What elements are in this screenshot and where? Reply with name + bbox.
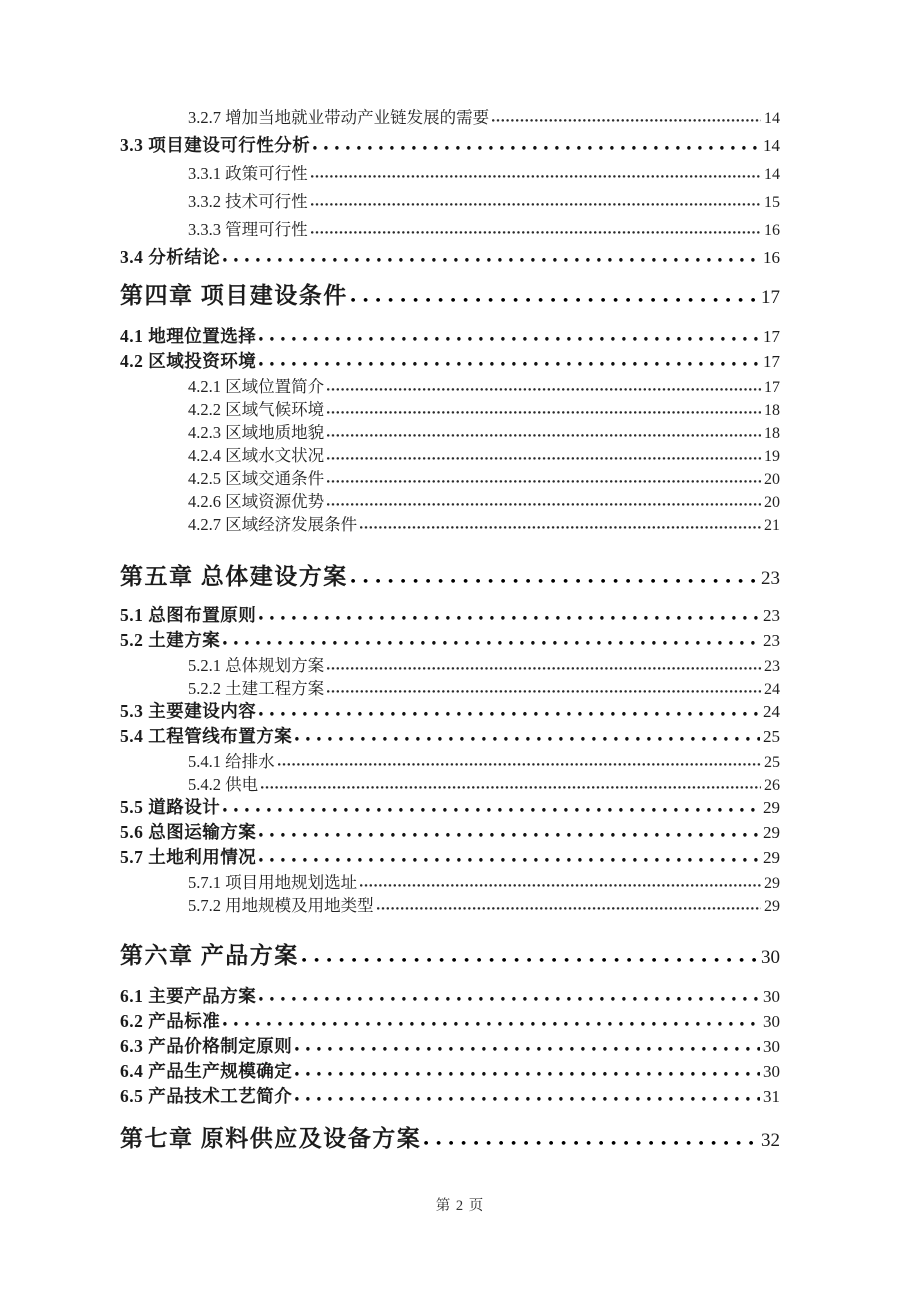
chapter-heading [120,558,780,594]
toc-leader-dots [295,1096,760,1101]
toc-leader-dots [261,785,761,789]
toc-entry-label: 5.3 主要建设内容 [120,701,257,721]
toc-entry-page-number: 20 [764,471,780,488]
toc-entry [120,244,780,272]
toc-entry [120,396,780,419]
toc-leader-dots [259,996,760,1001]
toc-entry-label: 4.2.7 区域经济发展条件 [188,515,358,534]
toc-entry-page-number: 29 [764,898,780,915]
toc-entry-label: 6.1 主要产品方案 [120,986,257,1006]
toc-leader-dots [295,1071,760,1076]
toc-entry-page-number: 18 [764,425,780,442]
toc-entry-page-number: 24 [763,702,780,721]
toc-leader-dots [351,578,758,583]
chapter-heading-label: 第六章 产品方案 [120,943,299,968]
toc-leader-dots [327,456,761,460]
toc-leader-dots [360,883,761,887]
toc-leader-dots [327,689,761,693]
toc-entry-page-number: 17 [763,352,780,371]
toc-entry-label: 4.2.3 区域地质地貌 [188,423,325,442]
toc-entry-page-number: 23 [764,658,780,675]
toc-entry-label: 6.3 产品价格制定原则 [120,1036,293,1056]
toc-leader-dots [327,502,761,506]
chapter-heading-page-number: 30 [761,947,780,968]
toc-entry-label: 5.2.1 总体规划方案 [188,656,325,675]
toc-section [120,104,780,272]
toc-entry-page-number: 19 [764,448,780,465]
toc-entry [120,442,780,465]
toc-entry-page-number: 14 [764,166,780,183]
toc-entry-label: 5.4.2 供电 [188,775,259,794]
toc-entry [120,748,780,771]
toc-entry-page-number: 29 [763,798,780,817]
toc-entry [120,698,780,723]
toc-entry [120,1083,780,1108]
toc-entry-label: 5.4 工程管线布置方案 [120,726,293,746]
toc-entry [120,1008,780,1033]
toc-leader-dots [311,202,761,206]
chapter-heading [120,1120,780,1156]
toc-entry-page-number: 29 [763,823,780,842]
toc-leader-dots [327,410,761,414]
toc-entry-label: 3.3.1 政策可行性 [188,164,308,183]
toc-entry [120,160,780,188]
toc-entry-label: 5.7.1 项目用地规划选址 [188,873,358,892]
toc-entry-page-number: 17 [764,379,780,396]
toc-leader-dots [278,762,761,766]
toc-entry-page-number: 30 [763,1012,780,1031]
toc-entry-label: 5.1 总图布置原则 [120,605,257,625]
toc-entry-label: 5.2 土建方案 [120,630,221,650]
toc-entry-page-number: 18 [764,402,780,419]
toc-leader-dots [327,666,761,670]
toc-entry [120,323,780,348]
toc-leader-dots [223,807,760,812]
toc-leader-dots [492,118,761,122]
toc [120,104,780,1156]
toc-entry [120,844,780,869]
toc-entry-page-number: 29 [763,848,780,867]
toc-section [120,937,780,1108]
toc-entry-label: 4.2.5 区域交通条件 [188,469,325,488]
toc-entry-label: 3.2.7 增加当地就业带动产业链发展的需要 [188,108,490,127]
toc-entry [120,869,780,892]
toc-entry [120,602,780,627]
toc-entry [120,627,780,652]
toc-leader-dots [223,640,760,645]
toc-entry [120,1058,780,1083]
toc-leader-dots [327,433,761,437]
toc-leader-dots [360,525,761,529]
toc-entry [120,132,780,160]
toc-entry-page-number: 25 [763,727,780,746]
toc-entry-label: 4.2.4 区域水文状况 [188,446,325,465]
toc-entry [120,188,780,216]
toc-entry [120,723,780,748]
toc-entry-page-number: 30 [763,1037,780,1056]
toc-entry-label: 3.3.3 管理可行性 [188,220,308,239]
toc-entry [120,511,780,534]
chapter-heading-label: 第四章 项目建设条件 [120,283,348,308]
toc-entry-label: 5.7 土地利用情况 [120,847,257,867]
chapter-heading-page-number: 17 [761,287,780,308]
toc-entry-label: 5.4.1 给排水 [188,752,275,771]
footer-page-label: 第 2 页 [435,1198,485,1214]
toc-leader-dots [259,361,760,366]
toc-entry-page-number: 17 [763,327,780,346]
toc-entry-page-number: 23 [763,606,780,625]
toc-entry-page-number: 23 [763,631,780,650]
toc-entry [120,892,780,915]
toc-entry-label: 5.7.2 用地规模及用地类型 [188,896,374,915]
toc-entry [120,419,780,442]
toc-section [120,277,780,534]
chapter-heading [120,937,780,973]
toc-entry-page-number: 26 [764,777,780,794]
chapter-heading-label: 第七章 原料供应及设备方案 [120,1126,422,1151]
toc-entry-page-number: 21 [764,517,780,534]
toc-leader-dots [223,1021,760,1026]
toc-leader-dots [259,711,760,716]
toc-leader-dots [259,615,760,620]
toc-entry-page-number: 31 [763,1087,780,1106]
toc-entry-page-number: 14 [764,110,780,127]
toc-entry [120,348,780,373]
toc-leader-dots [311,174,761,178]
toc-leader-dots [259,857,760,862]
toc-entry [120,794,780,819]
toc-entry [120,983,780,1008]
toc-leader-dots [295,1046,760,1051]
toc-entry-page-number: 15 [764,194,780,211]
toc-entry-page-number: 24 [764,681,780,698]
toc-entry [120,1033,780,1058]
toc-section [120,558,780,915]
toc-entry [120,216,780,244]
toc-leader-dots [327,387,761,391]
toc-leader-dots [302,957,758,962]
toc-entry [120,771,780,794]
toc-section [120,1120,780,1156]
toc-entry [120,675,780,698]
toc-entry-label: 6.2 产品标准 [120,1011,221,1031]
toc-leader-dots [424,1140,758,1145]
toc-entry-label: 6.4 产品生产规模确定 [120,1061,293,1081]
toc-entry [120,373,780,396]
toc-leader-dots [295,736,760,741]
toc-leader-dots [259,832,760,837]
toc-entry-label: 4.2.6 区域资源优势 [188,492,325,511]
toc-entry-label: 5.5 道路设计 [120,797,221,817]
toc-leader-dots [377,906,761,910]
toc-entry-page-number: 14 [763,136,780,155]
toc-entry-page-number: 25 [764,754,780,771]
toc-entry-page-number: 16 [763,248,780,267]
toc-entry-page-number: 30 [763,1062,780,1081]
chapter-heading-page-number: 32 [761,1130,780,1151]
toc-entry-label: 4.1 地理位置选择 [120,326,257,346]
toc-entry [120,104,780,132]
toc-entry-label: 6.5 产品技术工艺简介 [120,1086,293,1106]
toc-leader-dots [327,479,761,483]
toc-entry [120,488,780,511]
toc-entry-label: 4.2 区域投资环境 [120,351,257,371]
toc-entry-label: 3.3.2 技术可行性 [188,192,308,211]
toc-entry [120,652,780,675]
toc-entry-label: 3.4 分析结论 [120,247,221,267]
toc-leader-dots [311,230,761,234]
toc-entry-label: 4.2.1 区域位置简介 [188,377,325,396]
toc-entry-label: 3.3 项目建设可行性分析 [120,135,311,155]
toc-entry-page-number: 30 [763,987,780,1006]
toc-leader-dots [223,257,760,262]
chapter-heading-page-number: 23 [761,568,780,589]
toc-entry-label: 5.6 总图运输方案 [120,822,257,842]
toc-entry-page-number: 29 [764,875,780,892]
toc-entry [120,819,780,844]
chapter-heading-label: 第五章 总体建设方案 [120,564,348,589]
toc-leader-dots [259,336,760,341]
chapter-heading [120,277,780,313]
toc-entry-label: 4.2.2 区域气候环境 [188,400,325,419]
toc-entry-label: 5.2.2 土建工程方案 [188,679,325,698]
toc-leader-dots [351,297,758,302]
toc-entry [120,465,780,488]
toc-entry-page-number: 16 [764,222,780,239]
toc-leader-dots [313,145,760,150]
toc-entry-page-number: 20 [764,494,780,511]
